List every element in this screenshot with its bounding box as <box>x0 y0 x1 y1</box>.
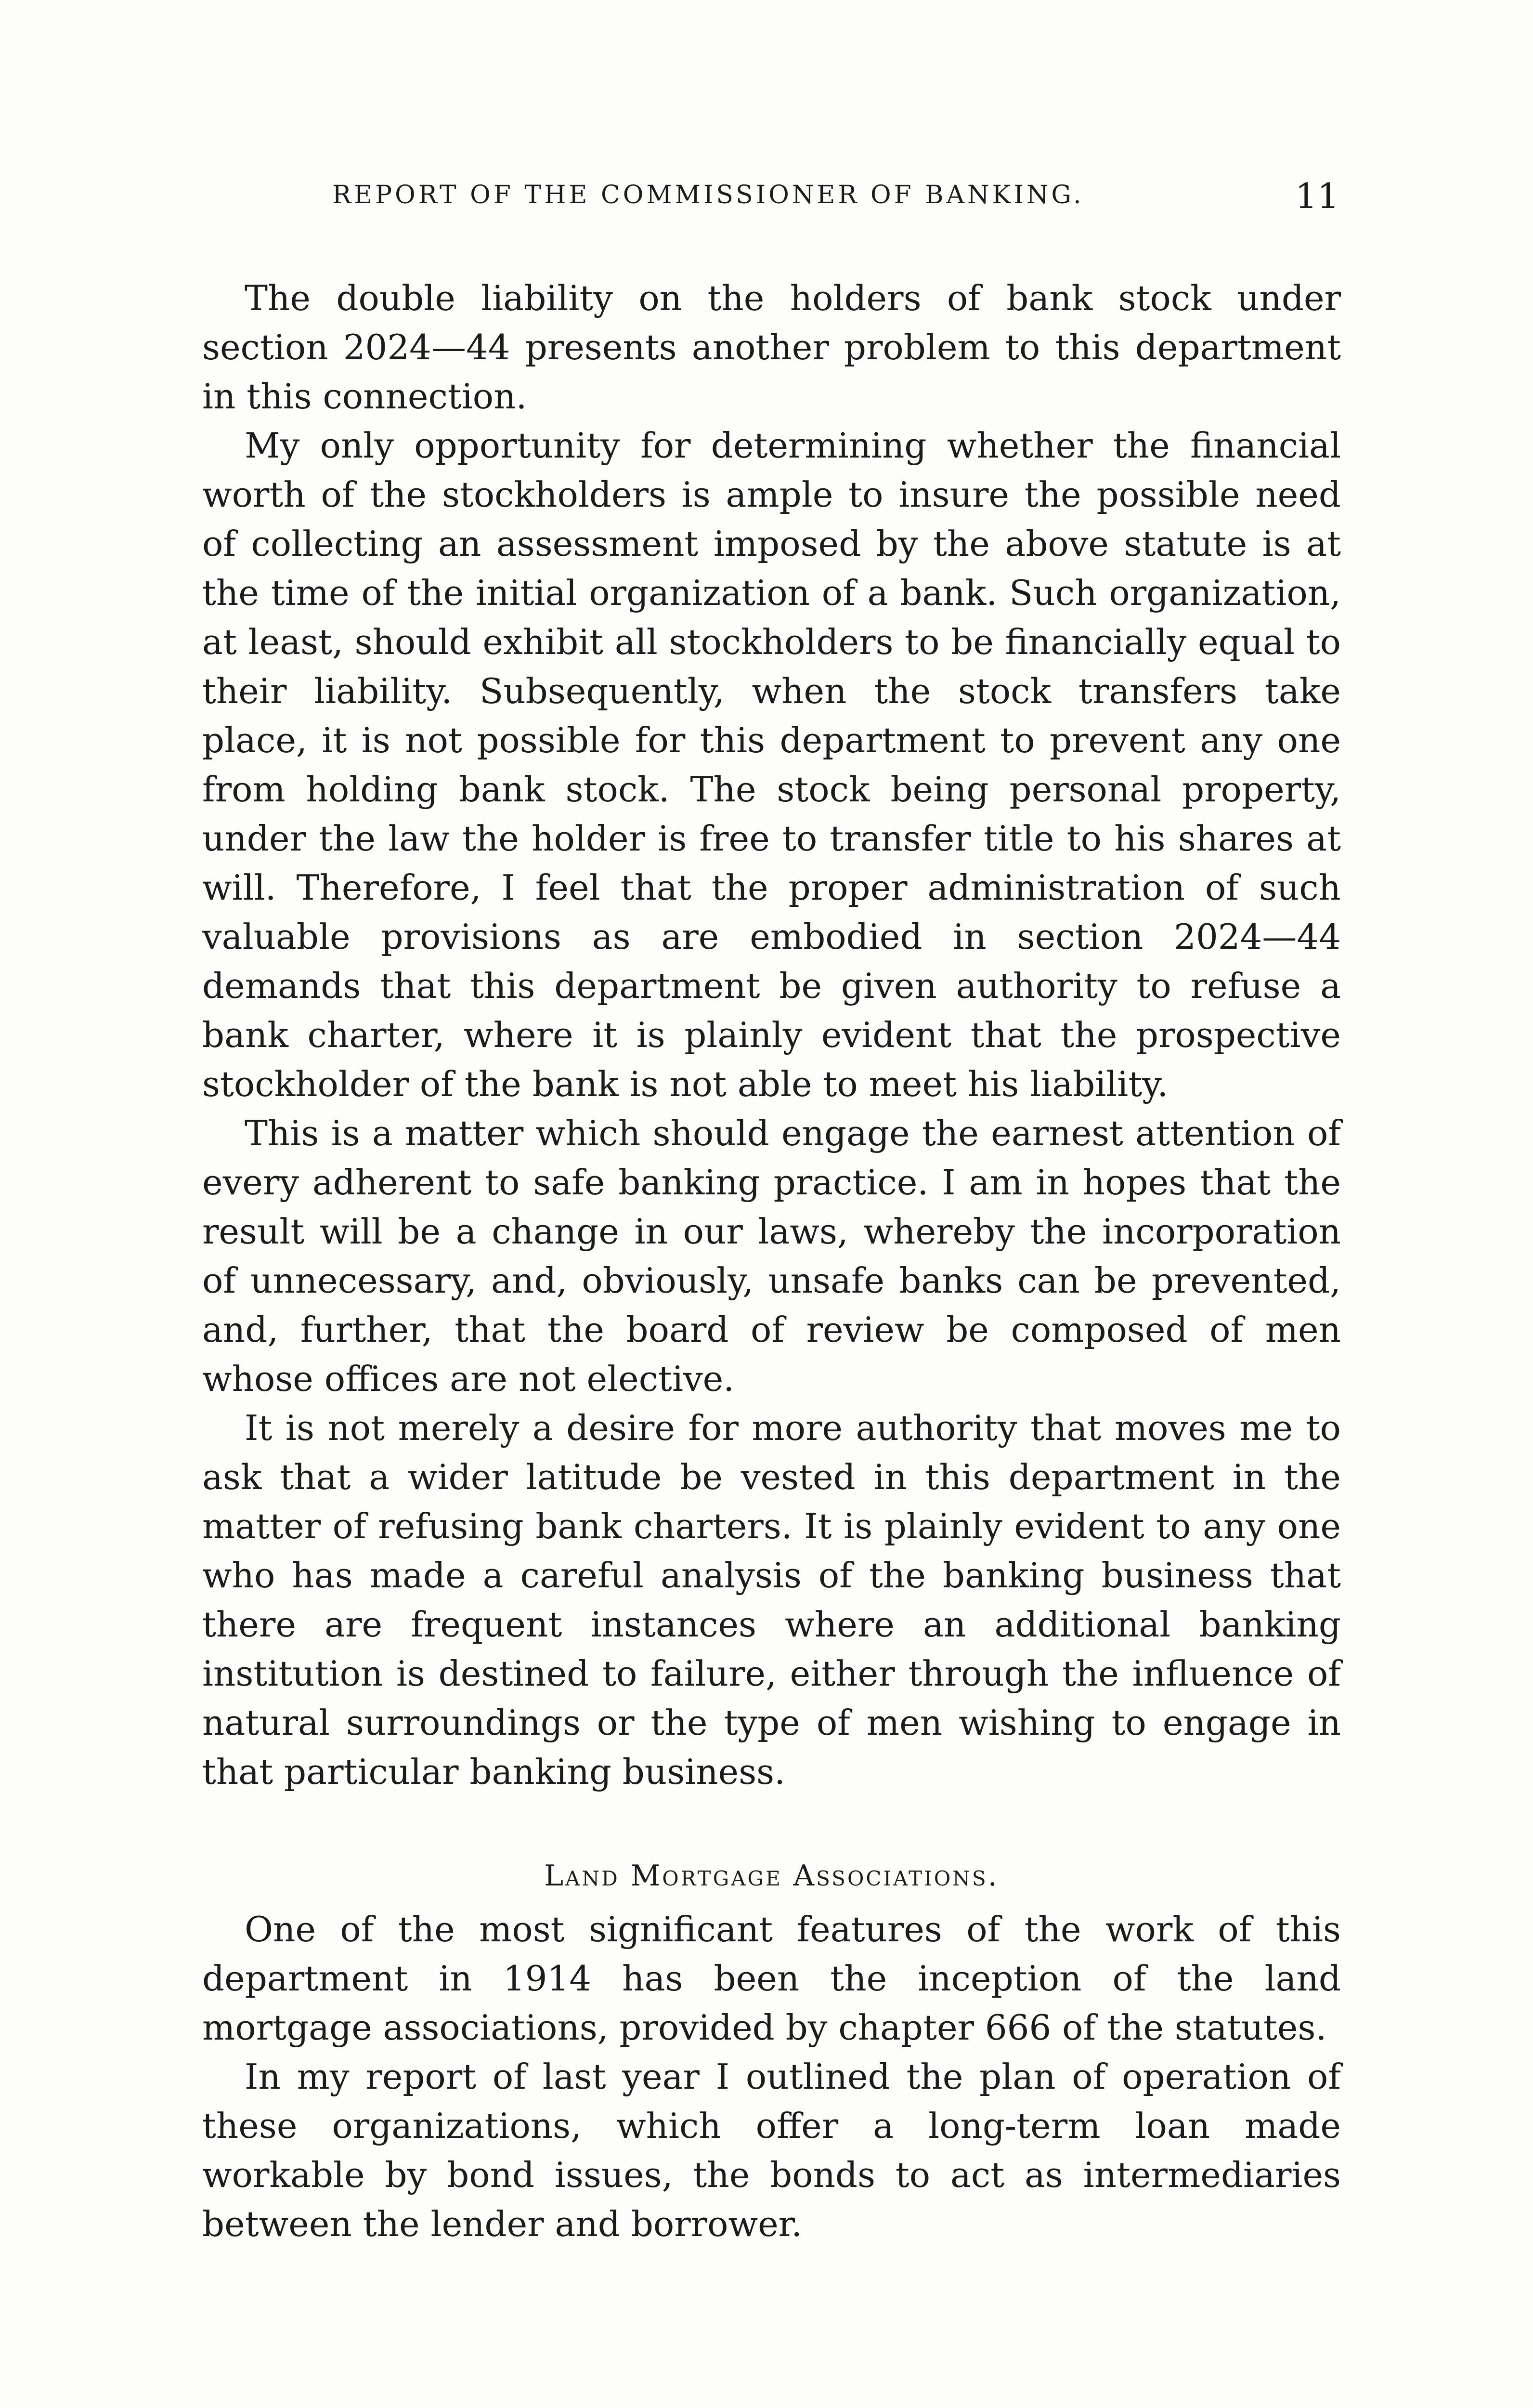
paragraph-land-mortgage-inception: One of the most significant features of the work of this department in 1914 has been the inception of the land mortgage associations, provided by chapter 666 of the statutes. <box>202 1909 1341 2048</box>
body-text-before-section <box>202 274 1341 1796</box>
paragraph-safe-banking: This is a matter which should engage the earnest attention of every adherent to safe banking practice. I am in hopes that the result will be a change in our laws, whereby the incorporation of unnecessary, and, obviously, unsafe banks can be prevented, and, further, that the board of review be composed of men whose offices are not elective. <box>202 1113 1341 1399</box>
running-header: REPORT OF THE COMMISSIONER OF BANKING. <box>332 181 1084 209</box>
paragraph-plan-of-operation: In my report of last year I outlined the plan of operation of these organizations, which offer a long-term loan made workable by bond issues, the bonds to act as intermediaries between the lender and borrower. <box>202 2056 1341 2244</box>
paragraph-double-liability: The double liability on the holders of bank stock under section 2024—44 presents another problem to this department in this connection. <box>202 278 1341 417</box>
paragraph-financial-worth: My only opportunity for determining whether the financial worth of the stockholders is ample to insure the possible need of collecting an assessment imposed by the above statute is at the time of the initial organization of a bank. Such organization, at least, should exhibit all stockholders to be financially equal to their liability. Subsequently, when the stock transfers take place, it is not possible for this department to prevent any one from holding bank stock. The stock being personal property, under the law the holder is free to transfer title to his shares at will. Therefore, I feel that the proper administration of such valuable provisions as are embodied in section 2024—44 demands that this department be given authority to refuse a bank charter, where it is plainly evident that the prospective stockholder of the bank is not able to meet his liability. <box>202 425 1341 1104</box>
paragraph-wider-latitude: It is not merely a desire for more authority that moves me to ask that a wider latitude be vested in this department in the matter of refusing bank charters. It is plainly evident to any one who has made a careful analysis of the banking business that there are frequent instances where an additional banking institution is destined to failure, either through the influence of natural surroundings or the type of men wishing to engage in that particular banking business. <box>202 1408 1341 1792</box>
section-heading: Land Mortgage Associations. <box>544 1859 999 1893</box>
page-number: 11 <box>1295 176 1339 216</box>
body-text-section <box>202 1905 1341 2249</box>
